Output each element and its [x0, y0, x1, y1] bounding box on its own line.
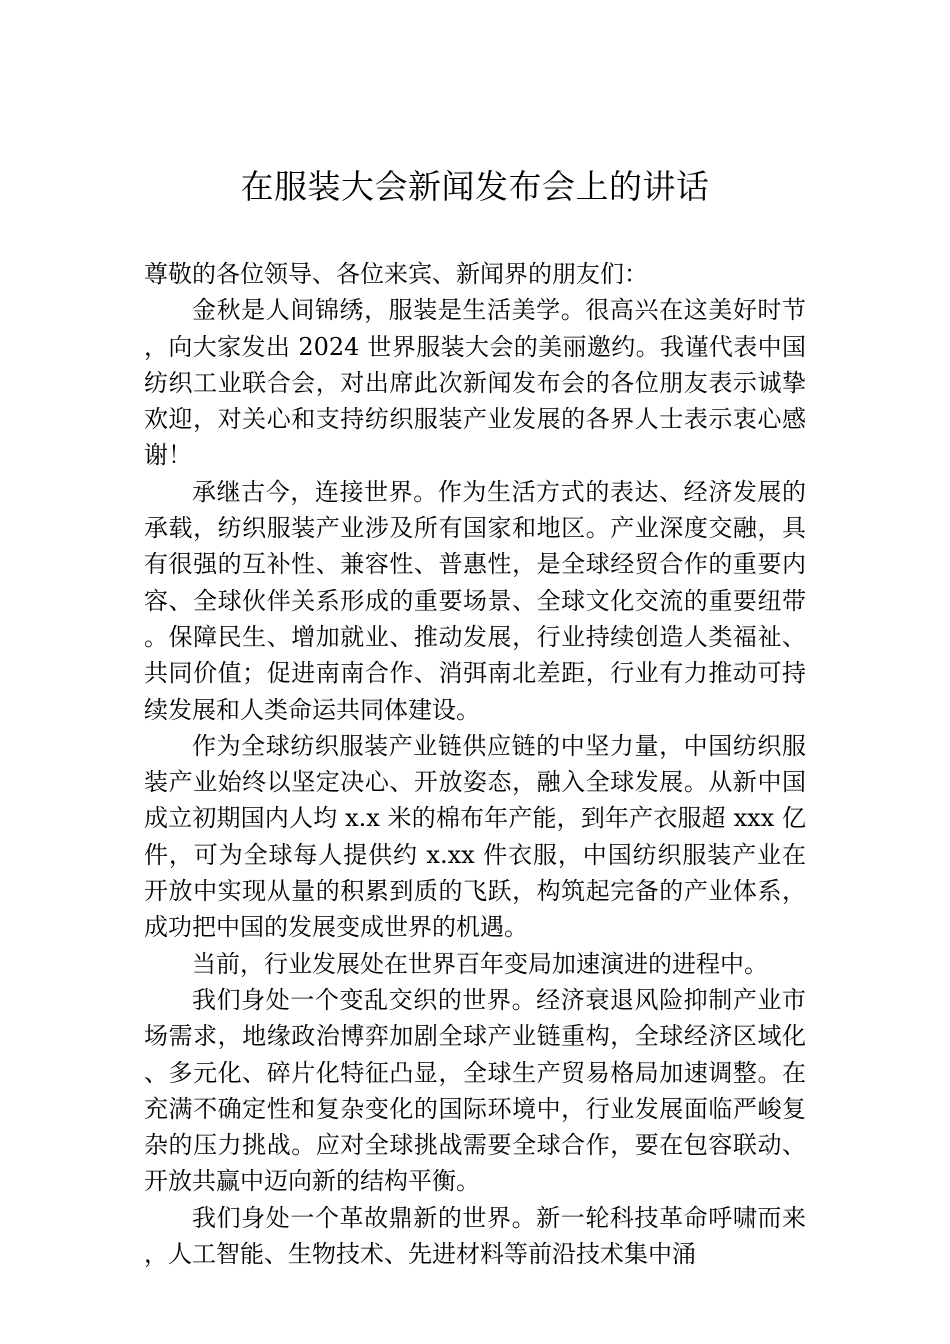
document-body: [144, 256, 806, 1272]
paragraph: 当前，行业发展处在世界百年变局加速演进的进程中。: [192, 949, 768, 978]
paragraph: 我们身处一个变乱交织的世界。经济衰退风险抑制产业市场需求，地缘政治博弈加剧全球产业链重构，全球经济区域化、多元化、碎片化特征凸显，全球生产贸易格局加速调整。在充满不确定性和复杂变化的国际环境中，行业发展面临严峻复杂的压力挑战。应对全球挑战需要全球合作，要在包容联动、开放共赢中迈向新的结构平衡。: [144, 985, 806, 1196]
paragraph: 我们身处一个革故鼎新的世界。新一轮科技革命呼啸而来，人工智能、生物技术、先进材料等前沿技术集中涌: [144, 1203, 806, 1269]
paragraph: 金秋是人间锦绣，服装是生活美学。很高兴在这美好时节，向大家发出 2024 世界服装大会的美丽邀约。我谨代表中国纺织工业联合会，对出席此次新闻发布会的各位朋友表示诚挚欢迎，对关心和支持纺织服装产业发展的各界人士表示衷心感谢！: [144, 296, 806, 470]
paragraph: 承继古今，连接世界。作为生活方式的表达、经济发展的承载，纺织服装产业涉及所有国家和地区。产业深度交融，具有很强的互补性、兼容性、普惠性，是全球经贸合作的重要内容、全球伙伴关系形成的重要场景、全球文化交流的重要纽带。保障民生、增加就业、推动发展，行业持续创造人类福祉、共同价值；促进南南合作、消弭南北差距，行业有力推动可持续发展和人类命运共同体建设。: [144, 477, 806, 724]
salutation: 尊敬的各位领导、各位来宾、新闻界的朋友们：: [144, 260, 648, 288]
document-title: 在服装大会新闻发布会上的讲话: [240, 167, 710, 206]
paragraph: 作为全球纺织服装产业链供应链的中坚力量，中国纺织服装产业始终以坚定决心、开放姿态，融入全球发展。从新中国成立初期国内人均 x.x 米的棉布年产能，到年产衣服超 xxx 亿件，可为全球每人提供约 x.xx 件衣服，中国纺织服装产业在开放中实现从量的积累到质的飞跃，构筑起完备的产业体系，成功把中国的发展变成世界的机遇。: [144, 731, 806, 942]
